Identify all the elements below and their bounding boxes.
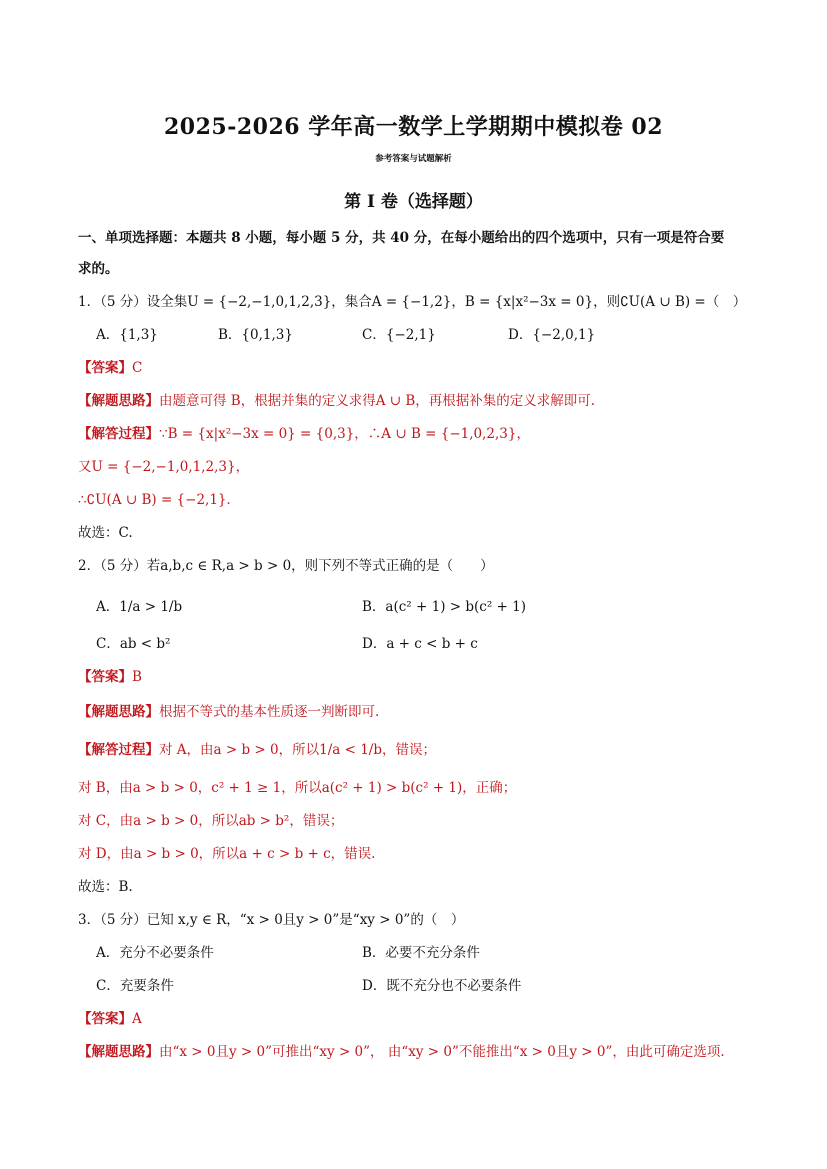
q2-option-b: B．a(c² + 1) > b(c² + 1) [362,599,526,615]
page-title: 2025-2026 学年高一数学上学期期中模拟卷 02 [163,114,664,140]
answer-value: B [132,669,142,685]
idea-text: 由“x > 0且y > 0”可推出“xy > 0”， 由“xy > 0”不能推出“x > 0且y > 0”，由此可确定选项. [159,1044,725,1060]
q1-answer [78,359,142,377]
process-line: ∵B = {x|x²−3x = 0} = {0,3}，∴A ∪ B = {−1,0,2,3}， [159,426,530,442]
page-subtitle: 参考答案与试题解析 [375,154,452,164]
q2-choice: 故选：B. [78,879,133,895]
q3-option-a: A．充分不必要条件 [96,945,214,961]
q1-stem: 1．（5 分）设全集U = {−2,−1,0,1,2,3}，集合A = {−1,2}，B = {x|x²−3x = 0}，则∁U(A ∪ B) =（ ） [78,294,747,310]
q1-choice: 故选：C. [78,525,133,541]
q1-option-c: C．{−2,1} [362,327,436,343]
answer-tag: 【答案】 [78,360,132,376]
part-heading-line-2: 求的。 [78,261,119,277]
q2-process [78,741,436,759]
idea-tag: 【解题思路】 [78,393,159,409]
process-tag: 【解答过程】 [78,426,159,442]
q2-answer [78,668,142,686]
q1-process [78,425,530,443]
q1-option-d: D．{−2,0,1} [508,327,596,343]
q2-process-line-2: 对 B，由a > b > 0，c² + 1 ≥ 1，所以a(c² + 1) > b(c² + 1)，正确； [78,780,517,796]
q2-option-d: D．a + c < b + c [362,636,478,652]
q3-option-b: B．必要不充分条件 [362,945,480,961]
q2-option-a: A．1/a > 1/b [96,599,183,615]
section-title: 第 I 卷（选择题） [344,192,483,212]
process-line: 对 A，由a > b > 0，所以1/a < 1/b，错误； [159,742,436,758]
answer-tag: 【答案】 [78,1011,132,1027]
q1-process-line-3: ∴∁U(A ∪ B) = {−2,1}． [78,492,241,508]
q1-option-b: B．{0,1,3} [218,327,293,343]
q3-answer [78,1010,142,1028]
idea-text: 由题意可得 B，根据并集的定义求得A ∪ B，再根据补集的定义求解即可. [159,393,596,409]
part-heading-line-1: 一、单项选择题：本题共 8 小题，每小题 5 分，共 40 分，在每小题给出的四个选项中，只有一项是符合要 [78,230,725,246]
q2-option-c: C．ab < b² [96,636,171,652]
q3-option-c: C．充要条件 [96,978,174,994]
q1-process-line-2: 又U = {−2,−1,0,1,2,3}， [78,459,250,475]
q2-process-line-4: 对 D，由a > b > 0，所以a + c > b + c，错误. [78,846,376,862]
answer-value: C [132,360,143,376]
answer-value: A [132,1011,142,1027]
q2-stem: 2．（5 分）若a,b,c ∈ R,a > b > 0，则下列不等式正确的是（ ） [78,558,494,574]
q2-process-line-3: 对 C，由a > b > 0，所以ab > b²，错误； [78,813,344,829]
q3-stem: 3．（5 分）已知 x,y ∈ R，“x > 0且y > 0”是“xy > 0”的（ ） [78,912,465,928]
idea-tag: 【解题思路】 [78,1044,159,1060]
q2-idea [78,703,379,721]
q3-option-d: D．既不充分也不必要条件 [362,978,522,994]
idea-text: 根据不等式的基本性质逐一判断即可. [159,704,380,720]
q1-option-a: A．{1,3} [96,327,158,343]
answer-tag: 【答案】 [78,669,132,685]
q1-idea [78,392,595,410]
idea-tag: 【解题思路】 [78,704,159,720]
q3-idea [78,1043,725,1061]
process-tag: 【解答过程】 [78,742,159,758]
